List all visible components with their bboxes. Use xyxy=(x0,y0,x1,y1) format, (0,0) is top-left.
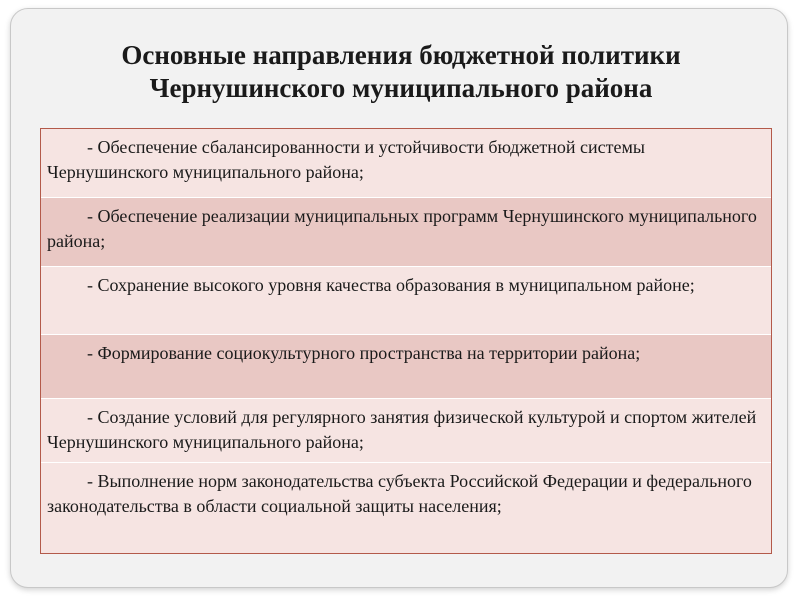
title-line-2: Чернушинского муниципального района xyxy=(149,73,653,103)
page-title xyxy=(51,39,751,105)
title-line-1: Основные направления бюджетной политики xyxy=(121,40,681,70)
list-item: - Формирование социокультурного пространства на территории района; xyxy=(41,335,771,399)
list-item: - Обеспечение сбалансированности и устойчивости бюджетной системы Чернушинского муниципального района; xyxy=(41,129,771,198)
list-item: - Выполнение норм законодательства субъекта Российской Федерации и федерального законодательства в области социальной защиты населения; xyxy=(41,463,771,553)
list-item: - Обеспечение реализации муниципальных программ Чернушинского муниципального района; xyxy=(41,198,771,267)
policy-list xyxy=(40,128,772,554)
list-item: - Сохранение высокого уровня качества образования в муниципальном районе; xyxy=(41,267,771,335)
list-item: - Создание условий для регулярного занятия физической культурой и спортом жителей Чернушинского муниципального района; xyxy=(41,399,771,463)
